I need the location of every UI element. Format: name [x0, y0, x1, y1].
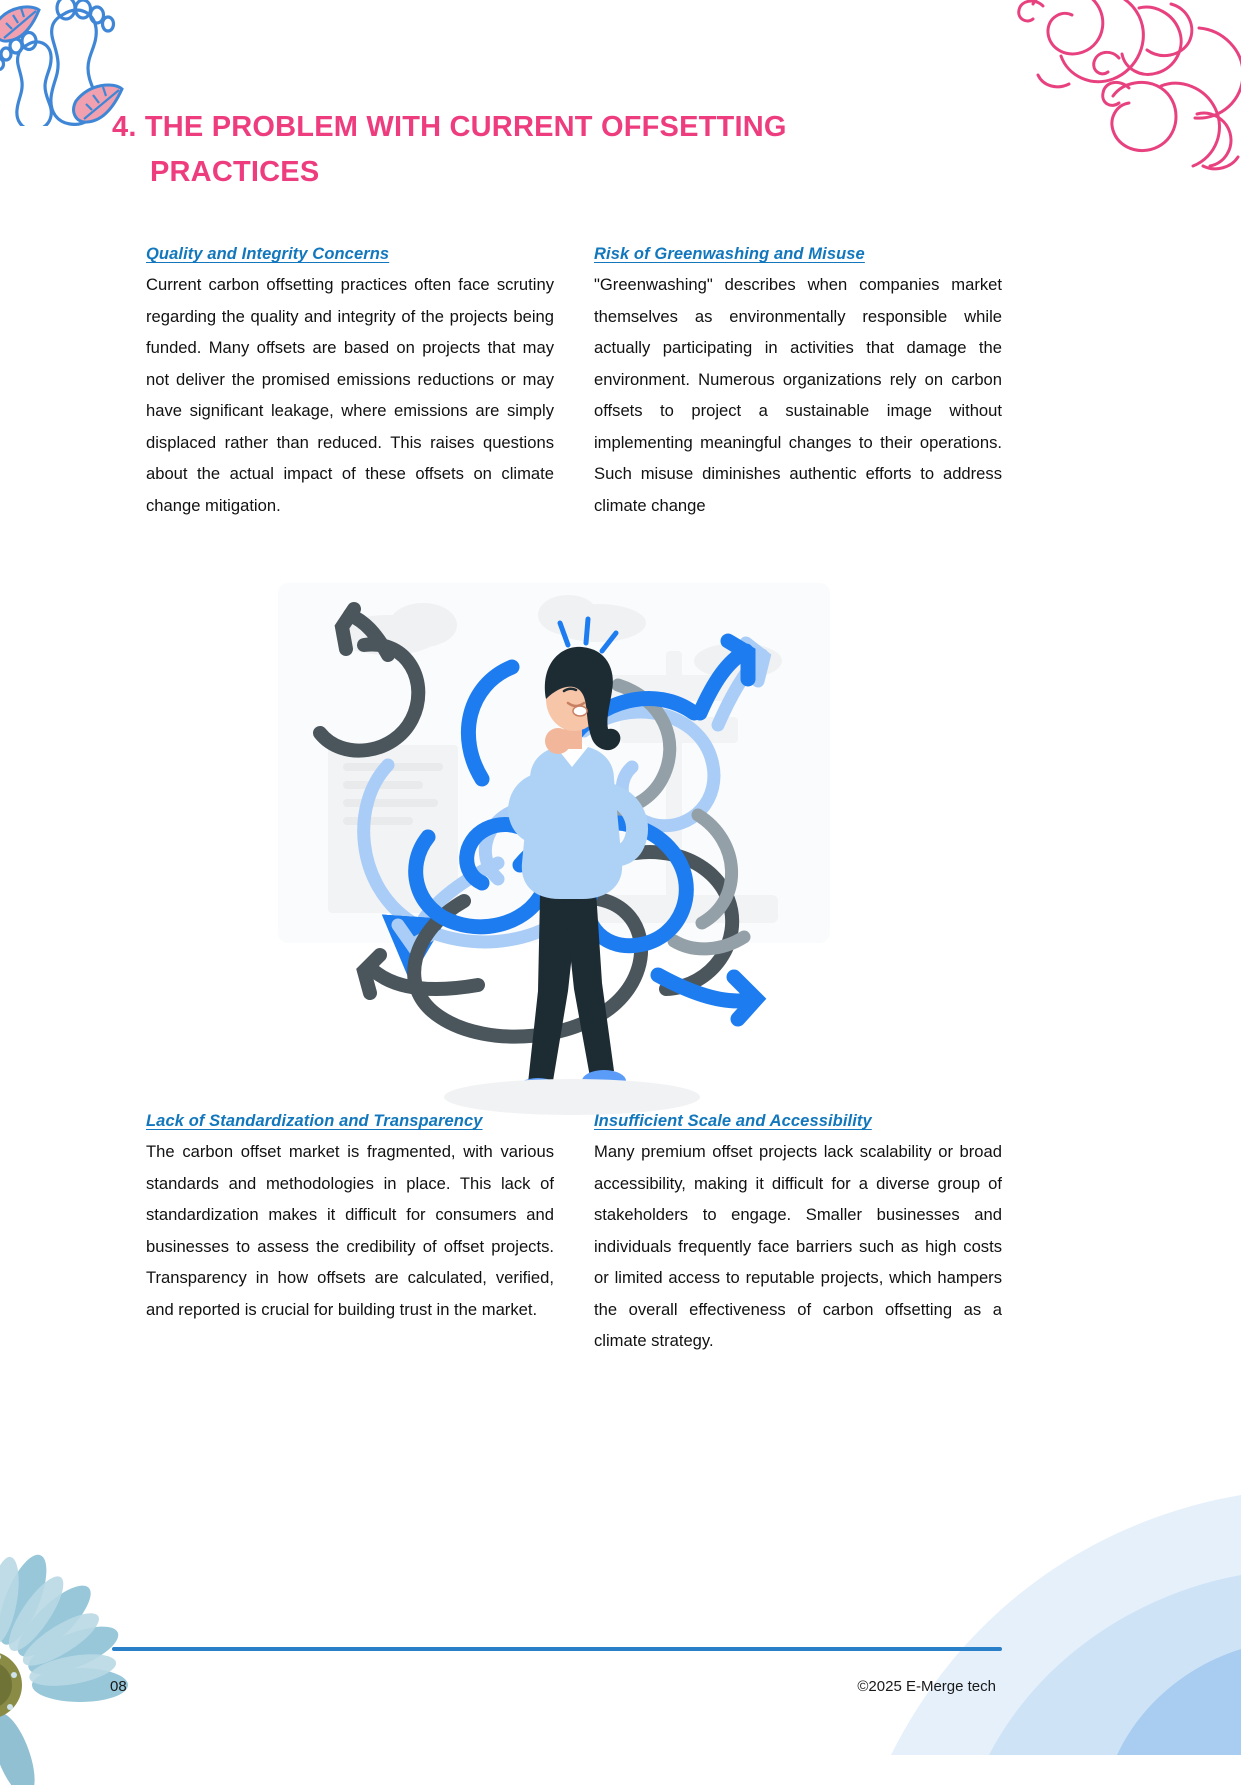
section-body: The carbon offset market is fragmented, with various standards and methodologies in place. This lack of standardization makes it difficult for consumers and businesses to assess the credibility of offset projects. Transparency in how offsets are calculated, verified, and reported is crucial for building trust in the market. — [146, 1142, 554, 1319]
page-title — [112, 105, 902, 195]
section-quality-and-integrity-concerns — [146, 245, 554, 521]
confused-person-tangled-arrows-illustration — [268, 565, 838, 1120]
section-heading: Quality and Integrity Concerns — [146, 245, 390, 263]
section-heading: Lack of Standardization and Transparency — [146, 1112, 483, 1130]
footer-page-number: 08 — [110, 1678, 127, 1695]
top-content-columns — [146, 245, 1002, 521]
bottom-content-columns — [146, 1112, 1002, 1357]
section-heading: Insufficient Scale and Accessibility — [594, 1112, 872, 1130]
page-title-number: 4. — [112, 111, 137, 143]
section-body: Many premium offset projects lack scalability or broad accessibility, making it difficult for a diverse group of stakeholders to engage. Smaller businesses and individuals frequently face barriers such as high costs or limited access to reputable projects, which hampers the overall effectiveness of carbon offsetting as a climate strategy. — [594, 1142, 1002, 1351]
page-title-line2: PRACTICES — [150, 155, 320, 188]
section-insufficient-scale-and-accessibility — [594, 1112, 1002, 1357]
footer-copyright: ©2025 E-Merge tech — [857, 1678, 996, 1695]
section-lack-of-standardization-and-transparency — [146, 1112, 554, 1357]
footer-divider-rule — [112, 1647, 1002, 1651]
section-heading: Risk of Greenwashing and Misuse — [594, 245, 865, 263]
watercolor-blue-flower-icon — [0, 1455, 190, 1785]
pink-filigree-ornament-icon — [951, 0, 1241, 198]
page-title-line1: THE PROBLEM WITH CURRENT OFFSETTING — [144, 111, 787, 143]
section-body: Current carbon offsetting practices often face scrutiny regarding the quality and integrity of the projects being funded. Many offsets are based on projects that may not deliver the promised emissions reductions or may have significant leakage, where emissions are simply displaced rather than reduced. This raises questions about the actual impact of these offsets on climate change mitigation. — [146, 275, 554, 515]
section-body: "Greenwashing" describes when companies market themselves as environmentally responsible while actually participating in activities that damage the environment. Numerous organizations rely on carbon offsets to project a sustainable image without implementing meaningful changes to their operations. Such misuse diminishes authentic efforts to address climate change — [594, 275, 1002, 515]
blue-wave-shape-icon — [721, 1425, 1241, 1755]
section-risk-of-greenwashing-and-misuse — [594, 245, 1002, 521]
